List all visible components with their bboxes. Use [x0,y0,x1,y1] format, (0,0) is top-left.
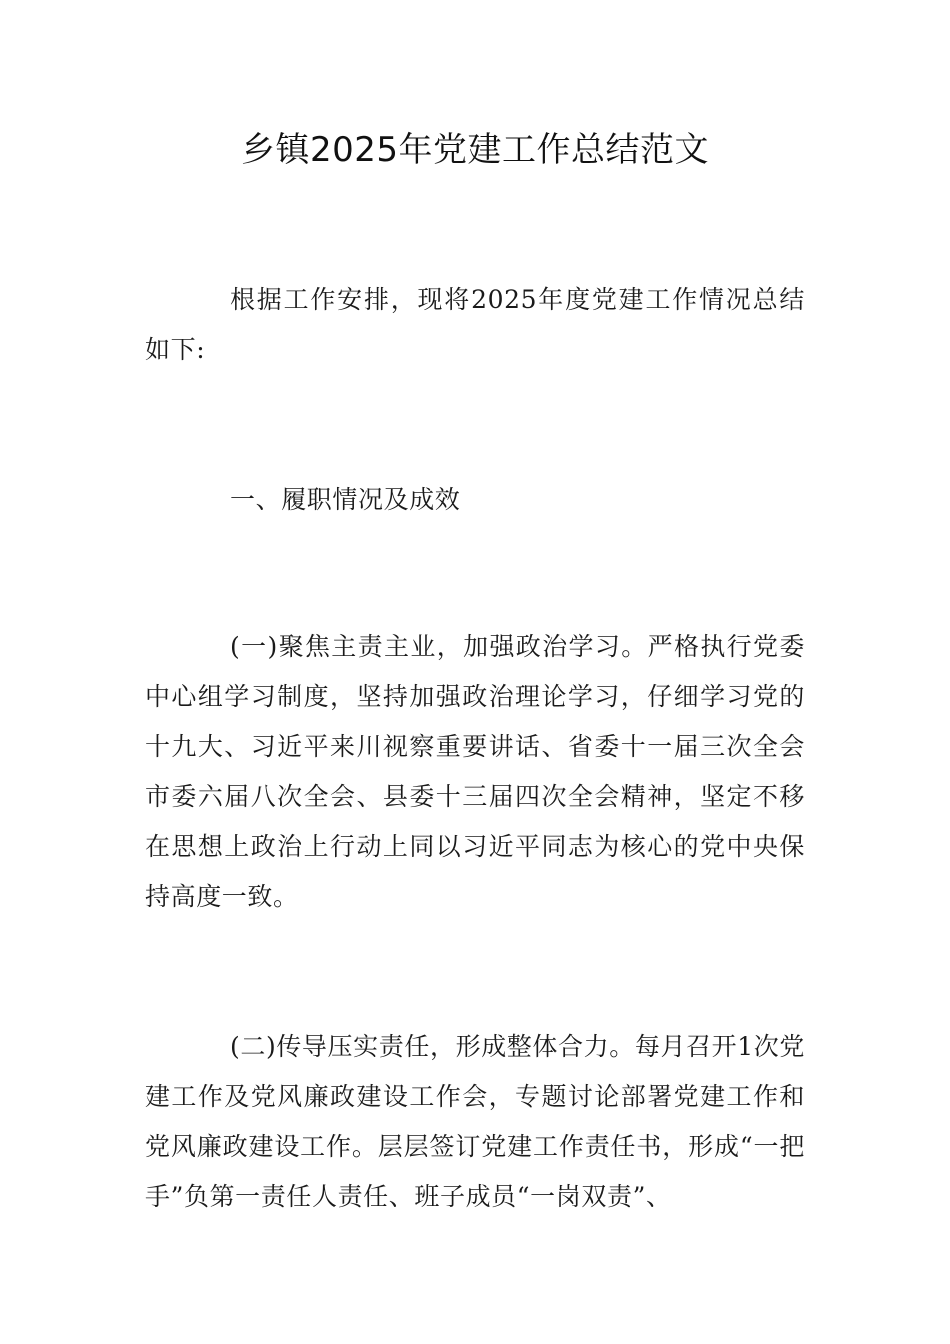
section-2-paragraph: (二)传导压实责任，形成整体合力。每月召开1次党建工作及党风廉政建设工作会，专题讨论部署党建工作和党风廉政建设工作。层层签订党建工作责任书，形成“一把手”负第一责任人责任、班子成员“一岗双责”、 [145,1032,805,1211]
section-1-paragraph: (一)聚焦主责主业，加强政治学习。严格执行党委中心组学习制度，坚持加强政治理论学习，仔细学习党的十九大、习近平来川视察重要讲话、省委十一届三次全会市委六届八次全会、县委十三届四次全会精神，坚定不移在思想上政治上行动上同以习近平同志为核心的党中央保持高度一致。 [145,632,805,911]
intro-paragraph: 根据工作安排，现将2025年度党建工作情况总结如下: [145,285,805,364]
document-title: 乡镇2025年党建工作总结范文 [240,130,710,170]
section-heading-1: 一、履职情况及成效 [230,485,461,514]
